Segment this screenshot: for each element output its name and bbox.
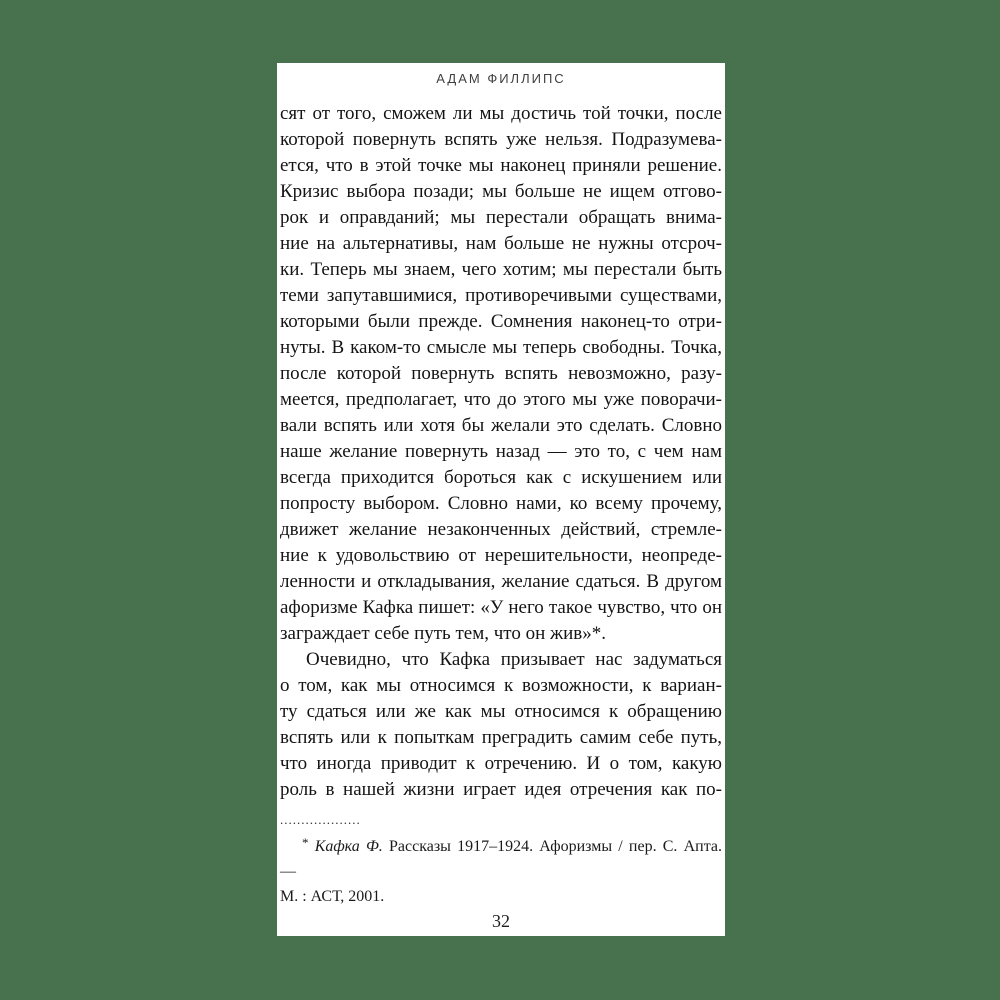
text-line: ту сдаться или же как мы относимся к обращению <box>280 701 722 722</box>
text-line: роль в нашей жизни играет идея отречения как по- <box>280 779 722 800</box>
page-number: 32 <box>492 911 510 931</box>
text-line: что иногда приводит к отречению. И о том, какую <box>280 753 722 774</box>
text-line: ние на альтернативы, нам больше не нужны отсроч- <box>280 233 722 254</box>
text-line: заграждает себе путь тем, что он жив»*. <box>280 623 607 644</box>
text-line: ется, что в этой точке мы наконец приняли решение. <box>280 155 722 176</box>
running-header: АДАМ ФИЛЛИПС <box>436 71 566 86</box>
book-page <box>277 63 725 936</box>
text-line: после которой повернуть вспять невозможно, разу- <box>280 363 722 384</box>
text-line: сят от того, сможем ли мы достичь той точки, после <box>280 103 722 124</box>
footnote <box>277 830 725 909</box>
text-line: теми запутавшимися, противоречивыми существами, <box>280 285 722 306</box>
text-line: которыми были прежде. Сомнения наконец-то отри- <box>280 311 722 332</box>
text-line: ленности и откладывания, желание сдаться. В другом <box>280 571 722 592</box>
footnote-reference: Рассказы 1917–1924. Афоризмы / пер. С. Апта. — <box>280 838 723 880</box>
text-line: движет желание незаконченных действий, стремле- <box>280 519 722 540</box>
text-line: нуты. В каком-то смысле мы теперь свободны. Точка, <box>280 337 722 358</box>
text-line: всегда приходится бороться как с искушением или <box>280 467 722 488</box>
footnote-line: М. : АСТ, 2001. <box>280 888 385 905</box>
footnote-marker: * <box>302 835 309 850</box>
text-line: ние к удовольствию от нерешительности, неопреде- <box>280 545 722 566</box>
text-line: афоризме Кафка пишет: «У него такое чувство, что он <box>280 597 722 618</box>
footnote-line <box>280 830 722 884</box>
text-line: Кризис выбора позади; мы больше не ищем отгово- <box>280 181 722 202</box>
text-line: попросту выбором. Словно нами, ко всему прочему, <box>280 493 722 514</box>
body-text <box>277 101 725 803</box>
text-line: меется, предполагает, что до этого мы уже поворачи- <box>280 389 722 410</box>
text-line: вали вспять или хотя бы желали это сделать. Словно <box>280 415 722 436</box>
footnote-author: Кафка Ф. <box>314 838 383 855</box>
text-line: вспять или к попыткам преградить самим себе путь, <box>280 727 722 748</box>
footnote-separator: ................... <box>280 812 361 827</box>
text-line: рок и оправданий; мы перестали обращать внима- <box>280 207 722 228</box>
text-line: о том, как мы относимся к возможности, к вариан- <box>280 675 722 696</box>
text-line: наше желание повернуть назад — это то, с чем нам <box>280 441 722 462</box>
text-line: Очевидно, что Кафка призывает нас задуматься <box>306 649 722 670</box>
text-line: которой повернуть вспять уже нельзя. Подразумева- <box>280 129 722 150</box>
text-line: ки. Теперь мы знаем, чего хотим; мы перестали быть <box>280 259 722 280</box>
